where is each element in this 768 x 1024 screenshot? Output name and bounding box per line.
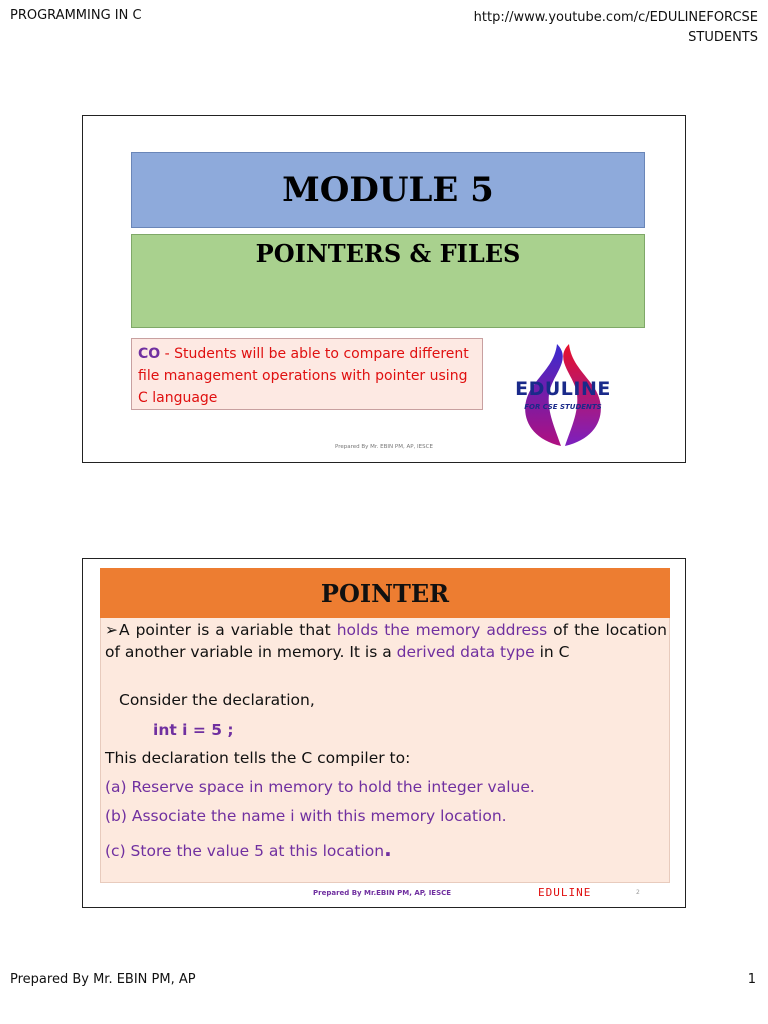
code-declaration: int i = 5 ; [153,721,234,739]
step-c-text: (c) Store the value 5 at this location [105,842,385,860]
header-url-line2: STUDENTS [688,30,758,45]
document-header-title: PROGRAMMING IN C [10,8,142,23]
header-url-line1: http://www.youtube.com/c/EDULINEFORCSE [473,10,758,25]
definition-part-b: of the location of another variable in memory. It is a [105,621,667,661]
document-page-number: 1 [747,972,756,987]
step-b: (b) Associate the name i with this memory location. [105,807,507,825]
step-a: (a) Reserve space in memory to hold the integer value. [105,778,535,796]
arrow-bullet-icon: ➢ [105,621,118,639]
definition-part-c: in C [534,643,570,661]
course-outcome-text: - Students will be able to compare different file management operations with pointer using C language [138,346,469,406]
step-c-period: . [384,837,392,861]
pointer-definition [105,619,667,663]
slide-prepared-by: Prepared By Mr. EBIN PM, AP, IESCE [335,444,433,450]
definition-highlight-derived: derived data type [396,643,535,661]
logo-wordmark: EDULINE [515,378,611,400]
document-footer-author: Prepared By Mr. EBIN PM, AP [10,972,196,987]
definition-part-a: A pointer is a variable that [119,621,337,639]
consider-declaration: Consider the declaration, [119,691,315,709]
slide-brand: EDULINE [538,886,592,899]
slide-number: 2 [636,889,640,896]
slide-pointer [82,558,686,908]
eduline-logo [503,342,623,452]
module-subtitle: POINTERS & FILES [131,234,645,328]
declaration-explanation: This declaration tells the C compiler to: [105,749,411,767]
document-header-url [474,8,758,48]
course-outcome-label: CO [138,346,161,362]
slide-prepared-by: Prepared By Mr.EBIN PM, AP, IESCE [313,889,452,897]
definition-highlight-address: holds the memory address [336,621,548,639]
slide-module-title [82,115,686,463]
course-outcome-box [131,338,483,410]
logo-tagline: FOR CSE STUDENTS [524,403,602,411]
pointer-slide-title: POINTER [100,568,670,618]
step-c [105,838,392,862]
module-title: MODULE 5 [131,152,645,228]
